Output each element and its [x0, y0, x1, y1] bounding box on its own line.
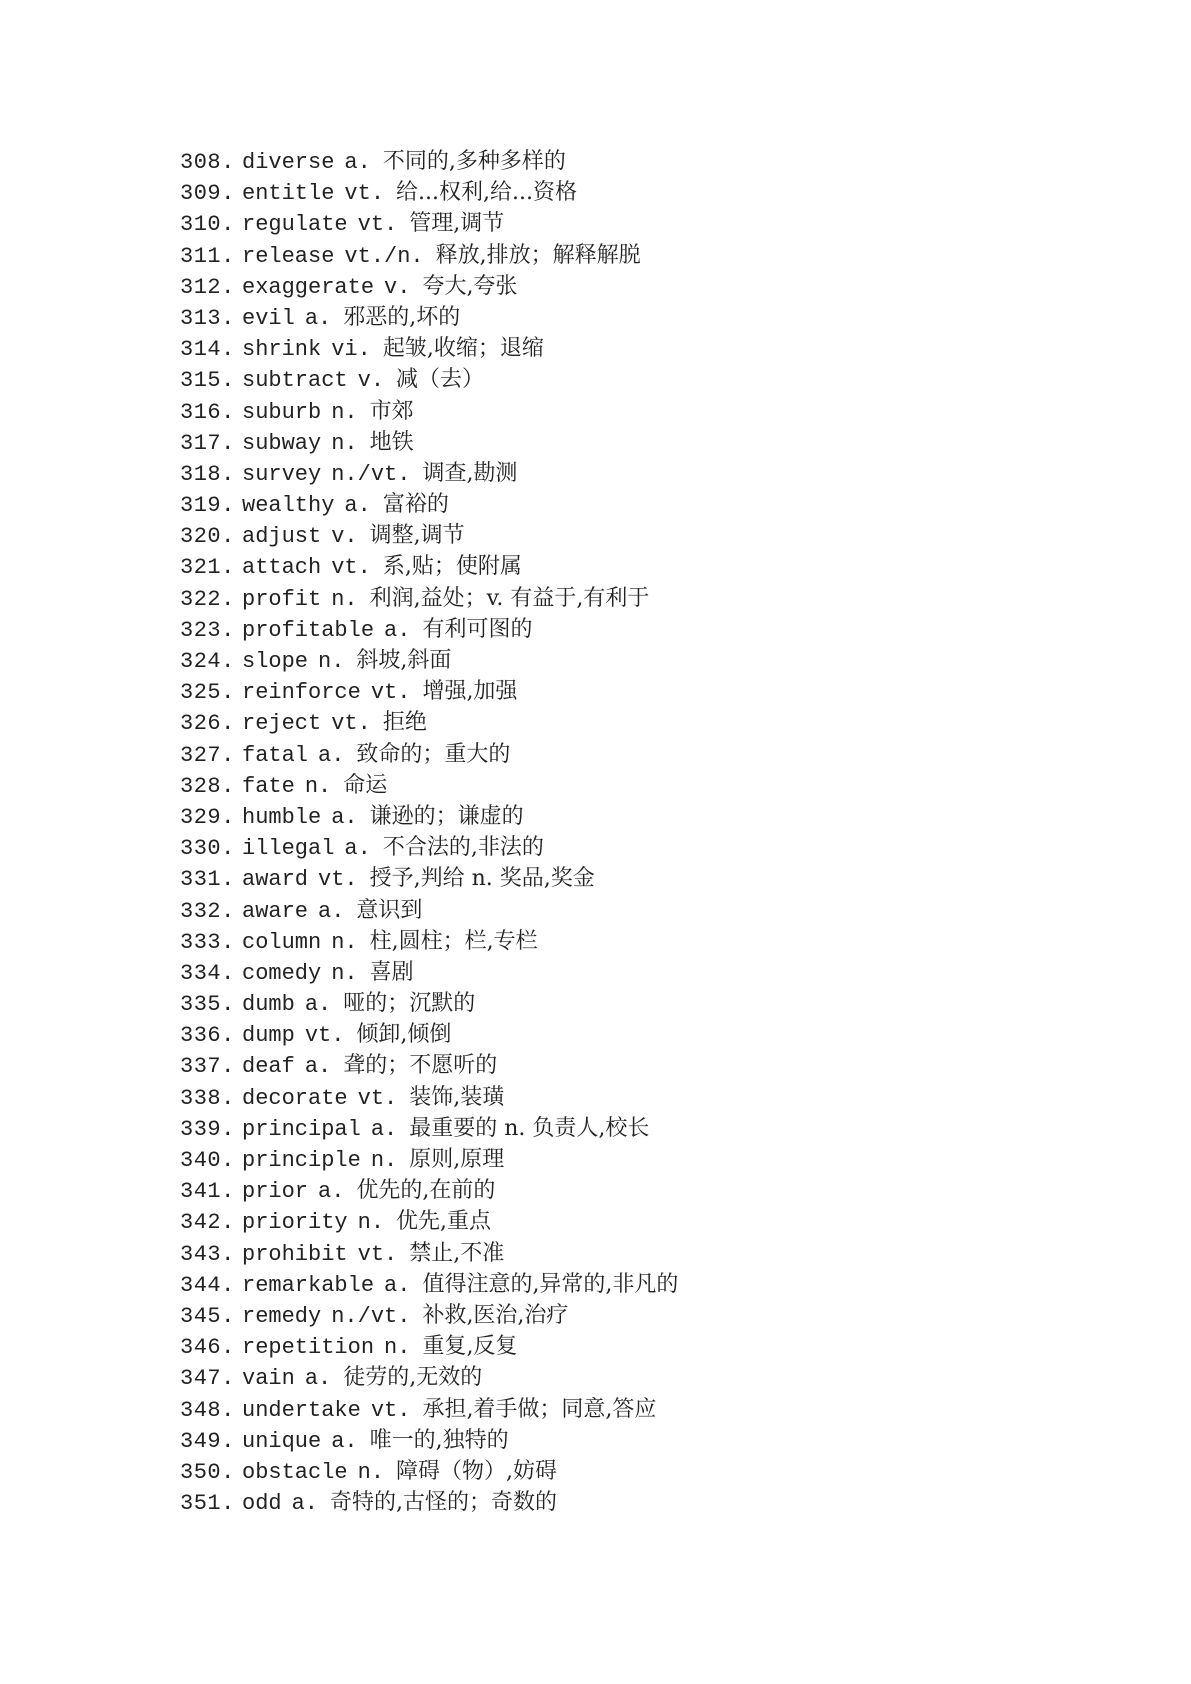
entry-number: 322. [180, 586, 235, 612]
entry-number: 321. [180, 555, 235, 581]
entry-word: slope [242, 649, 309, 674]
entry-word: attach [242, 555, 322, 581]
entry-meaning: 柱,圆柱；栏,专栏 [369, 928, 538, 954]
entry-number: 330. [180, 836, 235, 862]
entry-word: illegal [242, 836, 335, 862]
entry-meaning: 承担,着手做；同意,答应 [422, 1396, 657, 1422]
entry-word: unique [242, 1428, 322, 1454]
entry-meaning: 原则,原理 [409, 1147, 505, 1172]
entry-part-of-speech: a. [304, 1366, 332, 1392]
entry-part-of-speech: n. [304, 773, 332, 799]
entry-meaning: 斜坡,斜面 [356, 648, 452, 673]
entry-word: priority [242, 1210, 348, 1236]
entry-meaning: 倾卸,倾倒 [356, 1022, 452, 1048]
vocabulary-entry [180, 396, 678, 427]
entry-number: 335. [180, 992, 235, 1018]
entry-part-of-speech: n. [331, 929, 358, 955]
entry-number: 342. [180, 1210, 235, 1236]
entry-part-of-speech: n. [370, 1148, 398, 1173]
entry-meaning: 徒劳的,无效的 [343, 1365, 483, 1391]
entry-word: column [242, 929, 322, 955]
entry-word: repetition [242, 1335, 375, 1361]
entry-word: wealthy [242, 493, 335, 519]
entry-part-of-speech: n. [331, 586, 358, 612]
vocabulary-entry [180, 1487, 678, 1518]
vocabulary-entry [180, 1082, 678, 1113]
entry-number: 331. [180, 867, 235, 893]
vocabulary-entry [180, 988, 678, 1019]
vocabulary-entry [180, 614, 678, 645]
entry-number: 324. [180, 649, 235, 674]
entry-word: prohibit [242, 1241, 348, 1267]
vocabulary-entry [180, 770, 678, 801]
entry-number: 313. [180, 305, 235, 331]
entry-part-of-speech: vi. [331, 337, 371, 363]
entry-meaning: 起皱,收缩；退缩 [382, 336, 544, 362]
entry-part-of-speech: a. [384, 617, 411, 643]
entry-number: 308. [180, 150, 235, 175]
vocabulary-entry [180, 177, 678, 208]
entry-word: subway [242, 430, 322, 456]
entry-word: entitle [242, 181, 335, 207]
vocabulary-entry [180, 1425, 678, 1456]
entry-part-of-speech: vt. [370, 680, 411, 706]
vocabulary-entry [180, 863, 678, 894]
entry-part-of-speech: a. [344, 836, 371, 862]
vocabulary-entry [180, 1019, 678, 1050]
vocabulary-entry [180, 1238, 678, 1269]
vocabulary-entry [180, 1300, 678, 1331]
entry-number: 347. [180, 1366, 235, 1392]
entry-part-of-speech: vt. [357, 212, 398, 238]
entry-part-of-speech: n. [331, 399, 358, 425]
entry-part-of-speech: vt. [331, 711, 371, 737]
vocabulary-entry [180, 832, 678, 863]
entry-number: 314. [180, 337, 235, 363]
entry-word: dump [242, 1023, 295, 1049]
entry-number: 332. [180, 898, 235, 924]
entry-word: reinforce [242, 680, 361, 706]
entry-meaning: 唯一的,独特的 [369, 1427, 509, 1453]
entry-meaning: 最重要的 n. 负责人,校长 [409, 1115, 650, 1141]
entry-meaning: 夸大,夸张 [422, 273, 518, 299]
entry-number: 316. [180, 399, 235, 425]
entry-part-of-speech: v. [384, 274, 411, 300]
entry-part-of-speech: a. [344, 150, 371, 175]
entry-part-of-speech: vt. [304, 1023, 345, 1049]
entry-meaning: 障碍（物）,妨碍 [396, 1458, 558, 1484]
entry-number: 338. [180, 1085, 235, 1111]
entry-word: decorate [242, 1085, 348, 1111]
vocabulary-entry [180, 427, 678, 458]
entry-part-of-speech: n. [331, 960, 358, 986]
entry-part-of-speech: vt. [344, 181, 385, 207]
entry-meaning: 系,贴；使附属 [382, 554, 522, 580]
entry-meaning: 地铁 [369, 429, 414, 455]
entry-number: 336. [180, 1023, 235, 1049]
entry-number: 327. [180, 742, 235, 768]
entry-meaning: 重复,反复 [422, 1334, 518, 1360]
entry-meaning: 给...权利,给...资格 [396, 180, 577, 206]
vocabulary-entry [180, 551, 678, 582]
entry-word: profitable [242, 617, 375, 643]
entry-number: 341. [180, 1179, 235, 1205]
entry-word: humble [242, 804, 322, 830]
entry-meaning: 奇特的,古怪的；奇数的 [330, 1490, 558, 1516]
entry-meaning: 意识到 [356, 897, 423, 923]
entry-meaning: 值得注意的,异常的,非凡的 [422, 1271, 679, 1297]
vocabulary-entry [180, 1206, 678, 1237]
entry-word: aware [242, 898, 309, 924]
entry-part-of-speech: a. [304, 305, 332, 331]
entry-meaning: 调查,勘测 [422, 460, 518, 486]
entry-meaning: 致命的；重大的 [356, 741, 511, 767]
entry-meaning: 释放,排放；解释解脱 [435, 242, 641, 268]
entry-word: remedy [242, 1303, 322, 1329]
entry-meaning: 调整,调节 [369, 523, 465, 549]
entry-number: 343. [180, 1241, 235, 1267]
entry-part-of-speech: a. [304, 992, 332, 1018]
entry-word: adjust [242, 524, 322, 550]
entry-meaning: 减（去） [396, 367, 485, 393]
entry-meaning: 富裕的 [382, 492, 449, 518]
vocabulary-entry [180, 271, 678, 302]
entry-number: 339. [180, 1116, 235, 1142]
entry-meaning: 优先,重点 [396, 1209, 492, 1235]
vocabulary-entry [180, 1456, 678, 1487]
vocabulary-entry [180, 957, 678, 988]
entry-part-of-speech: v. [331, 524, 358, 550]
vocabulary-entry [180, 1175, 678, 1206]
entry-number: 317. [180, 430, 235, 456]
entry-part-of-speech: n./vt. [331, 1303, 411, 1329]
vocabulary-entry [180, 458, 678, 489]
entry-meaning: 命运 [343, 772, 388, 798]
entry-part-of-speech: a. [318, 742, 345, 768]
entry-word: prior [242, 1179, 309, 1205]
entry-word: survey [242, 461, 322, 487]
entry-number: 311. [180, 243, 235, 269]
vocabulary-entry [180, 801, 678, 832]
entry-word: undertake [242, 1397, 361, 1423]
entry-word: profit [242, 586, 322, 612]
entry-word: principal [242, 1116, 361, 1142]
entry-number: 349. [180, 1428, 235, 1454]
entry-part-of-speech: vt. [370, 1397, 411, 1423]
entry-part-of-speech: n. [357, 1210, 385, 1236]
entry-word: reject [242, 711, 322, 737]
entry-word: remarkable [242, 1272, 375, 1298]
vocabulary-entry [180, 583, 678, 614]
vocabulary-list [180, 146, 678, 1518]
entry-number: 340. [180, 1148, 235, 1173]
vocabulary-entry [180, 926, 678, 957]
entry-part-of-speech: n./vt. [331, 461, 411, 487]
vocabulary-entry [180, 302, 678, 333]
vocabulary-entry [180, 1144, 678, 1175]
entry-part-of-speech: n. [318, 649, 345, 674]
entry-word: vain [242, 1366, 295, 1392]
entry-part-of-speech: n. [384, 1335, 411, 1361]
vocabulary-entry [180, 1113, 678, 1144]
entry-part-of-speech: a. [318, 1179, 345, 1205]
entry-number: 319. [180, 493, 235, 519]
vocabulary-entry [180, 240, 678, 271]
vocabulary-entry [180, 333, 678, 364]
entry-part-of-speech: a. [370, 1116, 398, 1142]
vocabulary-entry [180, 645, 678, 676]
entry-part-of-speech: a. [331, 1428, 358, 1454]
vocabulary-entry [180, 1331, 678, 1362]
vocabulary-entry [180, 364, 678, 395]
entry-word: evil [242, 305, 295, 331]
entry-word: shrink [242, 337, 322, 363]
entry-number: 318. [180, 461, 235, 487]
entry-number: 344. [180, 1272, 235, 1298]
entry-word: release [242, 243, 335, 269]
entry-number: 326. [180, 711, 235, 737]
entry-meaning: 增强,加强 [422, 679, 518, 705]
entry-word: exaggerate [242, 274, 375, 300]
entry-part-of-speech: vt./n. [344, 243, 424, 269]
entry-number: 325. [180, 680, 235, 706]
entry-meaning: 邪恶的,坏的 [343, 304, 461, 330]
entry-meaning: 禁止,不准 [409, 1240, 505, 1266]
vocabulary-entry [180, 520, 678, 551]
entry-meaning: 管理,调节 [409, 211, 505, 237]
entry-number: 312. [180, 274, 235, 300]
entry-number: 315. [180, 368, 235, 394]
vocabulary-entry [180, 1362, 678, 1393]
entry-number: 333. [180, 929, 235, 955]
entry-number: 328. [180, 773, 235, 799]
entry-number: 329. [180, 804, 235, 830]
vocabulary-entry [180, 895, 678, 926]
entry-word: dumb [242, 992, 295, 1018]
entry-number: 323. [180, 617, 235, 643]
entry-word: obstacle [242, 1459, 348, 1485]
entry-meaning: 利润,益处；v. 有益于,有利于 [369, 585, 650, 611]
entry-number: 351. [180, 1491, 235, 1517]
entry-meaning: 不合法的,非法的 [382, 835, 544, 861]
vocabulary-entry [180, 1050, 678, 1081]
entry-meaning: 有利可图的 [422, 616, 533, 642]
entry-part-of-speech: vt. [357, 1241, 398, 1267]
entry-word: regulate [242, 212, 348, 238]
entry-word: subtract [242, 368, 348, 394]
entry-word: comedy [242, 960, 322, 986]
entry-part-of-speech: v. [357, 368, 385, 394]
vocabulary-entry [180, 676, 678, 707]
entry-number: 350. [180, 1459, 235, 1485]
entry-meaning: 拒绝 [382, 710, 427, 736]
entry-part-of-speech: n. [357, 1459, 385, 1485]
entry-meaning: 优先的,在前的 [356, 1178, 496, 1204]
entry-meaning: 市郊 [369, 398, 414, 424]
entry-meaning: 授予,判给 n. 奖品,奖金 [369, 866, 595, 892]
entry-word: deaf [242, 1054, 295, 1080]
entry-number: 345. [180, 1303, 235, 1329]
entry-meaning: 补救,医治,治疗 [422, 1302, 569, 1328]
entry-meaning: 谦逊的；谦虚的 [369, 803, 524, 829]
entry-meaning: 不同的,多种多样的 [382, 149, 566, 174]
entry-number: 337. [180, 1054, 235, 1080]
entry-part-of-speech: vt. [357, 1085, 398, 1111]
vocabulary-entry [180, 1394, 678, 1425]
entry-meaning: 聋的；不愿听的 [343, 1053, 498, 1079]
entry-word: award [242, 867, 309, 893]
vocabulary-entry [180, 707, 678, 738]
entry-word: diverse [242, 150, 335, 175]
entry-part-of-speech: vt. [318, 867, 358, 893]
entry-part-of-speech: a. [318, 898, 345, 924]
entry-number: 334. [180, 960, 235, 986]
entry-word: principle [242, 1148, 361, 1173]
entry-part-of-speech: n. [331, 430, 358, 456]
entry-word: fate [242, 773, 295, 799]
entry-number: 309. [180, 181, 235, 207]
entry-word: fatal [242, 742, 309, 768]
vocabulary-entry [180, 739, 678, 770]
entry-word: odd [242, 1491, 282, 1517]
vocabulary-entry [180, 146, 678, 177]
entry-part-of-speech: a. [384, 1272, 411, 1298]
vocabulary-entry [180, 208, 678, 239]
entry-part-of-speech: a. [344, 493, 371, 519]
vocabulary-entry [180, 1269, 678, 1300]
vocabulary-entry [180, 489, 678, 520]
entry-number: 310. [180, 212, 235, 238]
entry-meaning: 哑的；沉默的 [343, 991, 476, 1017]
entry-number: 348. [180, 1397, 235, 1423]
entry-part-of-speech: vt. [331, 555, 371, 581]
entry-part-of-speech: a. [304, 1054, 332, 1080]
entry-number: 320. [180, 524, 235, 550]
entry-part-of-speech: a. [291, 1491, 319, 1517]
entry-number: 346. [180, 1335, 235, 1361]
entry-meaning: 装饰,装璜 [409, 1084, 505, 1110]
entry-part-of-speech: a. [331, 804, 358, 830]
entry-meaning: 喜剧 [369, 959, 414, 985]
entry-word: suburb [242, 399, 322, 425]
